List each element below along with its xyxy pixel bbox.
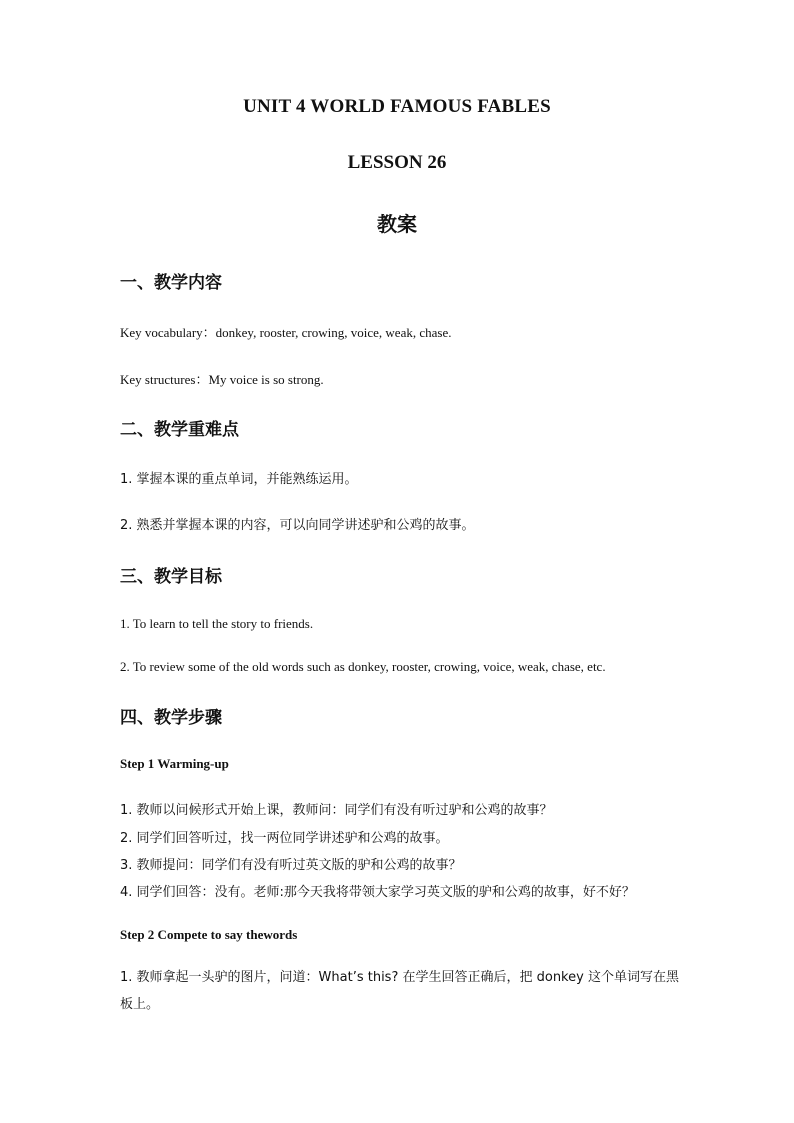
step-1-item: 4. 同学们回答：没有。老师:那今天我将带领大家学习英文版的驴和公鸡的故事，好不好？ <box>120 885 635 900</box>
lesson-plan-title: 教案 <box>377 212 417 236</box>
section-heading-objectives: 三、教学目标 <box>120 567 222 587</box>
section-heading-content: 一、教学内容 <box>120 273 222 293</box>
step-1-item: 3. 教师提问：同学们有没有听过英文版的驴和公鸡的故事？ <box>120 858 462 873</box>
unit-title: UNIT 4 WORLD FAMOUS FABLES <box>243 96 551 117</box>
objective-item: 1. To learn to tell the story to friends. <box>120 616 314 631</box>
step-1-item: 1. 教师以问候形式开始上课，教师问：同学们有没有听过驴和公鸡的故事？ <box>120 803 553 818</box>
step-1-item: 2. 同学们回答听过，找一两位同学讲述驴和公鸡的故事。 <box>120 831 449 846</box>
step-2-title: Step 2 Compete to say thewords <box>120 927 298 942</box>
objective-item: 2. To review some of the old words such as donkey, rooster, crowing, voice, weak, chase, etc. <box>120 659 606 674</box>
key-vocabulary-line: Key vocabulary：donkey, rooster, crowing, voice, weak, chase. <box>120 325 452 340</box>
section-heading-key-points: 二、教学重难点 <box>120 420 239 440</box>
step-1-title: Step 1 Warming-up <box>120 756 229 771</box>
section-heading-procedure: 四、教学步骤 <box>120 708 222 728</box>
key-point-item: 2. 熟悉并掌握本课的内容，可以向同学讲述驴和公鸡的故事。 <box>120 518 475 533</box>
key-structures-line: Key structures：My voice is so strong. <box>120 372 324 387</box>
lesson-title: LESSON 26 <box>347 152 447 173</box>
step-2-item: 1. 教师拿起一头驴的图片，问道：What’s this? 在学生回答正确后，把 donkey 这个单词写在黑板上。 <box>120 970 679 1012</box>
key-point-item: 1. 掌握本课的重点单词，并能熟练运用。 <box>120 472 358 487</box>
